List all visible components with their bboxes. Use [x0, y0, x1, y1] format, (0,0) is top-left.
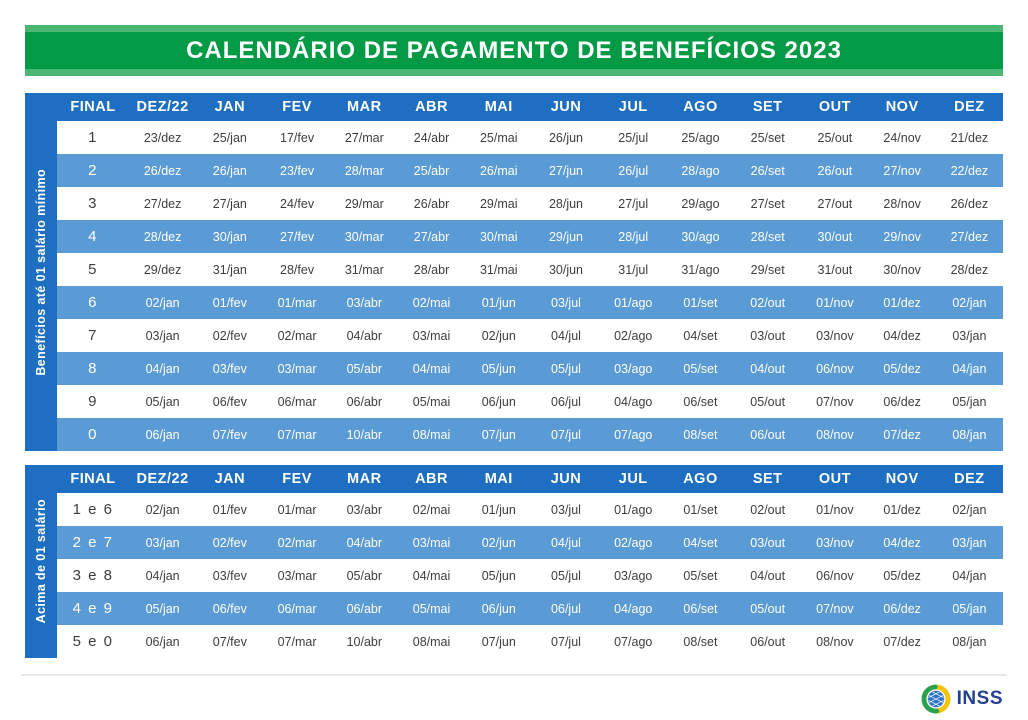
date-cell: 06/dez: [883, 394, 921, 409]
date-cell: 01/dez: [883, 502, 921, 517]
date-cell: 04/jan: [952, 361, 987, 376]
date-cell: 02/jun: [481, 328, 516, 343]
table-main: [57, 465, 1003, 658]
date-cell: 25/out: [817, 130, 853, 145]
date-cell: 25/abr: [413, 163, 450, 178]
date-cell: 27/fev: [280, 229, 315, 244]
table-benefits-up-to-one-minimum-wage: [25, 93, 1003, 451]
date-cell: 08/set: [683, 427, 718, 442]
date-cell: 08/set: [683, 634, 718, 649]
date-cell: 07/mar: [277, 427, 317, 442]
date-cell: 03/mai: [412, 328, 451, 343]
date-cell: 02/fev: [212, 328, 247, 343]
date-cell: 06/set: [683, 394, 718, 409]
date-cell: 06/jan: [145, 634, 180, 649]
final-cell: 1 e 6: [72, 501, 114, 518]
date-cell: 01/fev: [212, 502, 247, 517]
date-cell: 30/jun: [548, 262, 584, 277]
date-cell: 28/mar: [344, 163, 384, 178]
date-cell: 03/out: [750, 535, 786, 550]
date-cell: 04/ago: [614, 394, 653, 409]
final-cell: 4: [88, 228, 98, 245]
footer-divider: [21, 674, 1007, 676]
date-cell: 03/jan: [145, 328, 180, 343]
date-cell: 28/dez: [950, 262, 989, 277]
date-cell: 02/jan: [145, 295, 180, 310]
column-header: MAI: [484, 471, 513, 487]
date-cell: 04/ago: [614, 601, 653, 616]
table-main: [57, 93, 1003, 451]
date-cell: 01/set: [683, 502, 718, 517]
column-header: MAR: [347, 99, 382, 115]
date-cell: 29/ago: [681, 196, 720, 211]
date-cell: 05/jan: [952, 601, 987, 616]
date-cell: 02/jan: [145, 502, 180, 517]
date-cell: 03/out: [750, 328, 786, 343]
date-cell: 07/jul: [551, 634, 581, 649]
date-cell: 03/jul: [551, 502, 581, 517]
date-cell: 10/abr: [346, 634, 383, 649]
date-cell: 04/abr: [346, 535, 383, 550]
date-cell: 06/out: [750, 427, 786, 442]
date-cell: 08/jan: [952, 634, 987, 649]
date-cell: 02/jun: [481, 535, 516, 550]
date-cell: 21/dez: [950, 130, 989, 145]
date-cell: 27/mar: [344, 130, 384, 145]
date-cell: 03/mar: [277, 361, 317, 376]
final-cell: 5: [88, 261, 98, 278]
date-cell: 26/jun: [548, 130, 584, 145]
date-cell: 07/jun: [481, 427, 516, 442]
column-header: ABR: [415, 99, 448, 115]
date-cell: 27/jun: [548, 163, 584, 178]
date-cell: 04/mai: [412, 568, 451, 583]
date-cell: 28/jul: [618, 229, 649, 244]
date-cell: 02/ago: [614, 328, 653, 343]
table-row: [57, 493, 1003, 526]
date-cell: 29/dez: [143, 262, 182, 277]
final-cell: 0: [88, 426, 98, 443]
date-cell: 05/set: [683, 568, 718, 583]
date-cell: 03/jul: [551, 295, 581, 310]
table-row: [57, 286, 1003, 319]
date-cell: 05/set: [683, 361, 718, 376]
date-cell: 02/fev: [212, 535, 247, 550]
table-row: [57, 418, 1003, 451]
date-cell: 26/dez: [950, 196, 989, 211]
date-cell: 05/jul: [551, 568, 581, 583]
date-cell: 01/jun: [481, 502, 516, 517]
date-cell: 06/nov: [816, 568, 854, 583]
date-cell: 08/mai: [412, 427, 451, 442]
date-cell: 26/abr: [413, 196, 450, 211]
column-header: JUL: [618, 471, 648, 487]
column-header: FINAL: [70, 99, 116, 115]
date-cell: 05/abr: [346, 361, 383, 376]
column-header: AGO: [683, 99, 718, 115]
date-cell: 30/mai: [479, 229, 518, 244]
date-cell: 05/out: [750, 601, 786, 616]
date-cell: 05/mai: [412, 601, 451, 616]
date-cell: 30/mar: [344, 229, 384, 244]
date-cell: 07/jun: [481, 634, 516, 649]
date-cell: 29/mar: [344, 196, 384, 211]
column-header: SET: [752, 471, 783, 487]
column-header: MAR: [347, 471, 382, 487]
inss-logo-icon: [921, 684, 951, 714]
date-cell: 05/jan: [145, 601, 180, 616]
date-cell: 25/jul: [618, 130, 649, 145]
inss-logo-text: INSS: [956, 688, 1003, 709]
date-cell: 06/dez: [883, 601, 921, 616]
date-cell: 04/dez: [883, 328, 921, 343]
date-cell: 07/dez: [883, 634, 921, 649]
side-label-text: Benefícios até 01 salário mínimo: [34, 168, 48, 376]
inss-logo: [25, 684, 1003, 714]
date-cell: 28/dez: [143, 229, 182, 244]
date-cell: 04/mai: [412, 361, 451, 376]
date-cell: 06/nov: [816, 361, 854, 376]
date-cell: 04/dez: [883, 535, 921, 550]
date-cell: 03/fev: [212, 361, 247, 376]
date-cell: 06/jun: [481, 601, 516, 616]
date-cell: 04/jan: [145, 361, 180, 376]
date-cell: 27/abr: [413, 229, 450, 244]
date-cell: 28/jun: [548, 196, 584, 211]
date-cell: 08/mai: [412, 634, 451, 649]
date-cell: 04/set: [683, 328, 718, 343]
date-cell: 04/set: [683, 535, 718, 550]
date-cell: 04/jan: [952, 568, 987, 583]
date-cell: 03/abr: [346, 295, 383, 310]
table-row: [57, 592, 1003, 625]
date-cell: 31/mar: [344, 262, 384, 277]
date-cell: 02/out: [750, 502, 786, 517]
date-cell: 01/mar: [277, 502, 317, 517]
date-cell: 04/out: [750, 361, 786, 376]
date-cell: 05/jan: [145, 394, 180, 409]
date-cell: 02/jan: [952, 502, 987, 517]
column-header: OUT: [818, 99, 851, 115]
date-cell: 29/nov: [883, 229, 921, 244]
table-row: [57, 154, 1003, 187]
date-cell: 01/fev: [212, 295, 247, 310]
date-cell: 24/abr: [413, 130, 450, 145]
final-cell: 5 e 0: [72, 633, 114, 650]
date-cell: 03/ago: [614, 361, 653, 376]
final-cell: 3 e 8: [72, 567, 114, 584]
date-cell: 26/jul: [618, 163, 649, 178]
date-cell: 08/nov: [816, 427, 854, 442]
date-cell: 02/mar: [277, 535, 317, 550]
column-header: JAN: [214, 99, 246, 115]
final-cell: 3: [88, 195, 98, 212]
table-row: [57, 352, 1003, 385]
date-cell: 23/dez: [143, 130, 182, 145]
date-cell: 25/jan: [212, 130, 247, 145]
date-cell: 27/set: [750, 196, 785, 211]
date-cell: 06/fev: [212, 601, 247, 616]
table-row: [57, 187, 1003, 220]
date-cell: 23/fev: [280, 163, 315, 178]
date-cell: 03/ago: [614, 568, 653, 583]
column-header: MAI: [484, 99, 513, 115]
column-header: JAN: [214, 471, 246, 487]
date-cell: 02/jan: [952, 295, 987, 310]
date-cell: 05/jun: [481, 361, 516, 376]
date-cell: 06/jul: [551, 601, 581, 616]
date-cell: 06/mar: [277, 601, 317, 616]
date-cell: 27/dez: [143, 196, 182, 211]
date-cell: 24/fev: [280, 196, 315, 211]
date-cell: 01/ago: [614, 295, 653, 310]
column-header: ABR: [415, 471, 448, 487]
column-header: FINAL: [70, 471, 116, 487]
final-cell: 2 e 7: [72, 534, 114, 551]
date-cell: 29/jun: [548, 229, 584, 244]
date-cell: 04/jul: [551, 328, 581, 343]
date-cell: 26/jan: [212, 163, 247, 178]
date-cell: 03/nov: [816, 535, 854, 550]
date-cell: 06/abr: [346, 601, 383, 616]
date-cell: 27/dez: [950, 229, 989, 244]
column-header: JUN: [550, 99, 582, 115]
date-cell: 28/nov: [883, 196, 921, 211]
date-cell: 05/dez: [883, 568, 921, 583]
date-cell: 31/jan: [212, 262, 247, 277]
date-cell: 07/fev: [212, 427, 247, 442]
date-cell: 04/jan: [145, 568, 180, 583]
date-cell: 07/dez: [883, 427, 921, 442]
table-row: [57, 526, 1003, 559]
column-header: NOV: [885, 99, 919, 115]
date-cell: 30/out: [817, 229, 853, 244]
date-cell: 08/nov: [816, 634, 854, 649]
header-row: [57, 93, 1003, 121]
date-cell: 28/ago: [681, 163, 720, 178]
table-row: [57, 319, 1003, 352]
date-cell: 27/jan: [212, 196, 247, 211]
table-row: [57, 625, 1003, 658]
column-header: DEZ/22: [136, 99, 189, 115]
date-cell: 07/ago: [614, 427, 653, 442]
date-cell: 26/mai: [479, 163, 518, 178]
column-header: JUN: [550, 471, 582, 487]
date-cell: 28/abr: [413, 262, 450, 277]
date-cell: 26/dez: [143, 163, 182, 178]
final-cell: 2: [88, 162, 98, 179]
date-cell: 27/jul: [618, 196, 649, 211]
date-cell: 05/jul: [551, 361, 581, 376]
final-cell: 6: [88, 294, 98, 311]
date-cell: 06/jan: [145, 427, 180, 442]
date-cell: 05/out: [750, 394, 786, 409]
date-cell: 30/nov: [883, 262, 921, 277]
date-cell: 07/nov: [816, 394, 854, 409]
column-header: AGO: [683, 471, 718, 487]
column-header: JUL: [618, 99, 648, 115]
final-cell: 9: [88, 393, 98, 410]
date-cell: 31/ago: [681, 262, 720, 277]
date-cell: 26/out: [817, 163, 853, 178]
date-cell: 07/mar: [277, 634, 317, 649]
date-cell: 06/abr: [346, 394, 383, 409]
date-cell: 02/mai: [412, 502, 451, 517]
date-cell: 03/nov: [816, 328, 854, 343]
date-cell: 25/mai: [479, 130, 518, 145]
date-cell: 06/mar: [277, 394, 317, 409]
date-cell: 03/fev: [212, 568, 247, 583]
table-above-one-minimum-wage: [25, 465, 1003, 658]
table-row: [57, 385, 1003, 418]
column-header: SET: [752, 99, 783, 115]
date-cell: 28/set: [750, 229, 785, 244]
date-cell: 01/dez: [883, 295, 921, 310]
date-cell: 05/jun: [481, 568, 516, 583]
date-cell: 04/jul: [551, 535, 581, 550]
date-cell: 05/jan: [952, 394, 987, 409]
date-cell: 28/fev: [280, 262, 315, 277]
side-label-acima-01-salario: [25, 465, 57, 658]
date-cell: 06/set: [683, 601, 718, 616]
page-title: CALENDÁRIO DE PAGAMENTO DE BENEFÍCIOS 2023: [186, 36, 842, 64]
date-cell: 04/out: [750, 568, 786, 583]
final-cell: 7: [88, 327, 98, 344]
date-cell: 07/ago: [614, 634, 653, 649]
date-cell: 06/jul: [551, 394, 581, 409]
final-cell: 8: [88, 360, 98, 377]
banner: [25, 25, 1003, 76]
column-header: NOV: [885, 471, 919, 487]
date-cell: 30/ago: [681, 229, 720, 244]
table-row: [57, 559, 1003, 592]
date-cell: 25/ago: [681, 130, 720, 145]
date-cell: 26/set: [750, 163, 785, 178]
date-cell: 17/fev: [280, 130, 315, 145]
date-cell: 05/dez: [883, 361, 921, 376]
date-cell: 06/out: [750, 634, 786, 649]
date-cell: 02/mai: [412, 295, 451, 310]
date-cell: 01/jun: [481, 295, 516, 310]
date-cell: 01/nov: [816, 295, 854, 310]
date-cell: 02/out: [750, 295, 786, 310]
table-row: [57, 253, 1003, 286]
date-cell: 03/jan: [952, 328, 987, 343]
column-header: DEZ/22: [136, 471, 189, 487]
date-cell: 07/fev: [212, 634, 247, 649]
date-cell: 25/set: [750, 130, 785, 145]
column-header: FEV: [282, 99, 312, 115]
column-header: OUT: [818, 471, 851, 487]
date-cell: 01/nov: [816, 502, 854, 517]
date-cell: 03/jan: [952, 535, 987, 550]
date-cell: 03/mai: [412, 535, 451, 550]
date-cell: 30/jan: [212, 229, 247, 244]
date-cell: 03/mar: [277, 568, 317, 583]
column-header: DEZ: [954, 99, 985, 115]
header-row: [57, 465, 1003, 493]
date-cell: 08/jan: [952, 427, 987, 442]
date-cell: 04/abr: [346, 328, 383, 343]
date-cell: 29/mai: [479, 196, 518, 211]
date-cell: 31/jul: [618, 262, 649, 277]
side-label-text: Acima de 01 salário: [34, 499, 48, 624]
date-cell: 27/nov: [883, 163, 921, 178]
column-header: FEV: [282, 471, 312, 487]
final-cell: 4 e 9: [72, 600, 114, 617]
date-cell: 03/abr: [346, 502, 383, 517]
final-cell: 1: [88, 129, 98, 146]
date-cell: 05/mai: [412, 394, 451, 409]
table-row: [57, 220, 1003, 253]
date-cell: 31/out: [817, 262, 853, 277]
date-cell: 05/abr: [346, 568, 383, 583]
date-cell: 02/ago: [614, 535, 653, 550]
date-cell: 24/nov: [883, 130, 921, 145]
date-cell: 06/jun: [481, 394, 516, 409]
date-cell: 02/mar: [277, 328, 317, 343]
side-label-ate-01-salario-minimo: [25, 93, 57, 451]
date-cell: 22/dez: [950, 163, 989, 178]
date-cell: 27/out: [817, 196, 853, 211]
date-cell: 07/jul: [551, 427, 581, 442]
date-cell: 07/nov: [816, 601, 854, 616]
date-cell: 03/jan: [145, 535, 180, 550]
date-cell: 01/mar: [277, 295, 317, 310]
date-cell: 29/set: [750, 262, 785, 277]
date-cell: 06/fev: [212, 394, 247, 409]
column-header: DEZ: [954, 471, 985, 487]
date-cell: 01/ago: [614, 502, 653, 517]
table-row: [57, 121, 1003, 154]
date-cell: 10/abr: [346, 427, 383, 442]
date-cell: 01/set: [683, 295, 718, 310]
date-cell: 31/mai: [479, 262, 518, 277]
